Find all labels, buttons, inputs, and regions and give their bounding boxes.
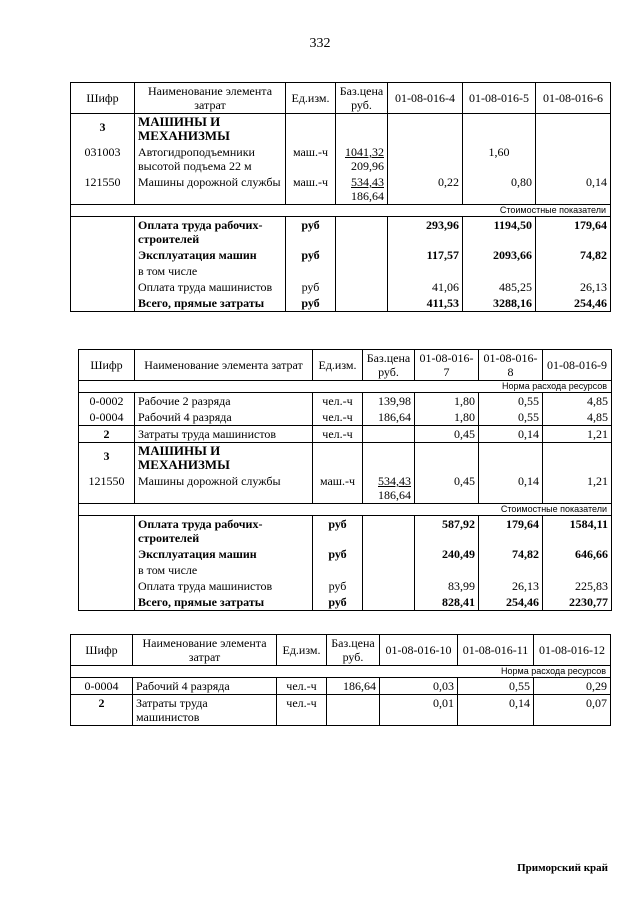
section-code: 3 — [71, 114, 135, 145]
row-code: 121550 — [79, 473, 135, 504]
cost-value: 83,99 — [415, 578, 479, 594]
header-cell: Шифр — [71, 635, 133, 666]
table-row — [71, 174, 611, 205]
row-value: 4,85 — [543, 393, 612, 410]
row-name: Рабочие 2 разряда — [135, 393, 313, 410]
row-value: 0,01 — [380, 695, 458, 726]
cost-value: 74,82 — [479, 546, 543, 562]
row-value: 0,14 — [536, 174, 611, 205]
cost-name: в том числе — [135, 263, 286, 279]
band-row — [79, 504, 612, 516]
header-cell: 01-08-016-8 — [479, 350, 543, 381]
cost-name: Оплата труда машинистов — [135, 279, 286, 295]
row-value — [388, 144, 463, 174]
cost-row — [79, 594, 612, 611]
cost-row — [79, 578, 612, 594]
section-title: МАШИНЫ И МЕХАНИЗМЫ — [135, 114, 286, 145]
cost-unit: руб — [286, 247, 336, 263]
row-name: Автогидроподъемники высотой подъема 22 м — [135, 144, 286, 174]
cost-unit: руб — [286, 217, 336, 248]
table-row — [79, 473, 612, 504]
band-row — [79, 381, 612, 393]
row-code: 121550 — [71, 174, 135, 205]
section-row — [79, 443, 612, 474]
band-row — [71, 666, 611, 678]
cost-value: 41,06 — [388, 279, 463, 295]
cost-value: 646,66 — [543, 546, 612, 562]
header-cell: 01-08-016-10 — [380, 635, 458, 666]
header-cell: 01-08-016-11 — [458, 635, 534, 666]
table-row — [71, 695, 611, 726]
row-name: Рабочий 4 разряда — [135, 409, 313, 426]
header-cell: Наименование элемента затрат — [135, 350, 313, 381]
cost-row — [79, 516, 612, 547]
cost-name: Всего, прямые затраты — [135, 295, 286, 312]
band-label: Стоимостные показатели — [79, 504, 612, 516]
cost-value: 225,83 — [543, 578, 612, 594]
cost-value: 26,13 — [479, 578, 543, 594]
cost-value: 74,82 — [536, 247, 611, 263]
row-value: 1,80 — [415, 393, 479, 410]
header-cell: Баз.цена руб. — [363, 350, 415, 381]
cost-value: 1194,50 — [463, 217, 536, 248]
row-price: 534,43 — [378, 474, 411, 488]
row-value: 1,60 — [463, 144, 536, 174]
cost-unit: руб — [313, 594, 363, 611]
header-cell: 01-08-016-12 — [534, 635, 611, 666]
cost-value: 411,53 — [388, 295, 463, 312]
row-value: 0,22 — [388, 174, 463, 205]
header-cell: 01-08-016-6 — [536, 83, 611, 114]
row-code: 0-0002 — [79, 393, 135, 410]
band-row — [71, 205, 611, 217]
header-cell: Ед.изм. — [277, 635, 327, 666]
cost-name: Эксплуатация машин — [135, 247, 286, 263]
row-code: 2 — [79, 426, 135, 443]
section-code: 3 — [79, 443, 135, 474]
row-price — [363, 426, 415, 443]
table-header — [71, 83, 611, 114]
row-name: Рабочий 4 разряда — [133, 678, 277, 695]
row-name: Машины дорожной службы — [135, 174, 286, 205]
header-cell: 01-08-016-4 — [388, 83, 463, 114]
row-value: 0,55 — [458, 678, 534, 695]
cost-unit: руб — [286, 295, 336, 312]
cost-unit: руб — [313, 516, 363, 547]
cost-value: 117,57 — [388, 247, 463, 263]
band-label: Стоимостные показатели — [71, 205, 611, 217]
row-value: 0,45 — [415, 426, 479, 443]
cost-name: Оплата труда рабочих-строителей — [135, 217, 286, 248]
resource-table-2 — [78, 349, 612, 611]
table-row — [71, 678, 611, 695]
table-row — [71, 144, 611, 174]
row-price: 186,64 — [327, 678, 380, 695]
cost-name: Оплата труда рабочих-строителей — [135, 516, 313, 547]
cost-unit: руб — [313, 578, 363, 594]
header-cell: Баз.цена руб. — [327, 635, 380, 666]
cost-value: 587,92 — [415, 516, 479, 547]
band-label: Норма расхода ресурсов — [79, 381, 612, 393]
cost-value: 828,41 — [415, 594, 479, 611]
cost-unit: руб — [286, 279, 336, 295]
row-value: 0,55 — [479, 409, 543, 426]
page-number: 332 — [309, 36, 331, 51]
table-row — [79, 426, 612, 443]
row-value: 0,80 — [463, 174, 536, 205]
row-price-secondary: 209,96 — [351, 159, 384, 173]
cost-row — [71, 295, 611, 312]
cost-row — [71, 217, 611, 248]
row-value: 0,14 — [479, 426, 543, 443]
cost-name: Эксплуатация машин — [135, 546, 313, 562]
header-cell: Шифр — [71, 83, 135, 114]
row-unit: чел.-ч — [313, 426, 363, 443]
table-row — [79, 393, 612, 410]
row-price: 139,98 — [363, 393, 415, 410]
cost-value: 179,64 — [536, 217, 611, 248]
cost-row — [79, 546, 612, 562]
cost-value: 485,25 — [463, 279, 536, 295]
table-header — [71, 635, 611, 666]
row-name: Затраты труда машинистов — [133, 695, 277, 726]
cost-row — [71, 247, 611, 263]
row-name: Затраты труда машинистов — [135, 426, 313, 443]
cost-value: 254,46 — [479, 594, 543, 611]
header-cell: 01-08-016-9 — [543, 350, 612, 381]
row-price: 1041,32 — [345, 145, 384, 159]
header-cell: Баз.цена руб. — [336, 83, 388, 114]
row-unit: маш.-ч — [286, 174, 336, 205]
header-cell: 01-08-016-7 — [415, 350, 479, 381]
region-footer: Приморский край — [517, 862, 608, 874]
row-price-secondary: 186,64 — [378, 488, 411, 502]
section-row — [71, 114, 611, 145]
row-value: 0,45 — [415, 473, 479, 504]
row-code: 0-0004 — [71, 678, 133, 695]
row-name: Машины дорожной службы — [135, 473, 313, 504]
cost-name: Всего, прямые затраты — [135, 594, 313, 611]
row-unit: чел.-ч — [313, 409, 363, 426]
row-value: 0,29 — [534, 678, 611, 695]
row-price — [327, 695, 380, 726]
row-price: 186,64 — [363, 409, 415, 426]
cost-value: 254,46 — [536, 295, 611, 312]
cost-unit: руб — [313, 546, 363, 562]
cost-value: 3288,16 — [463, 295, 536, 312]
cost-row — [71, 263, 611, 279]
row-code: 031003 — [71, 144, 135, 174]
cost-value: 1584,11 — [543, 516, 612, 547]
row-value: 1,80 — [415, 409, 479, 426]
row-price: 534,43 — [351, 175, 384, 189]
resource-table-1 — [70, 82, 611, 312]
header-cell: Ед.изм. — [313, 350, 363, 381]
section-title: МАШИНЫ И МЕХАНИЗМЫ — [135, 443, 313, 474]
cost-value: 2093,66 — [463, 247, 536, 263]
header-cell: Наименование элемента затрат — [133, 635, 277, 666]
header-cell: 01-08-016-5 — [463, 83, 536, 114]
row-unit: чел.-ч — [277, 695, 327, 726]
row-value: 0,14 — [479, 473, 543, 504]
cost-value: 2230,77 — [543, 594, 612, 611]
row-unit: чел.-ч — [277, 678, 327, 695]
row-code: 0-0004 — [79, 409, 135, 426]
row-unit: чел.-ч — [313, 393, 363, 410]
cost-value: 293,96 — [388, 217, 463, 248]
row-value: 1,21 — [543, 473, 612, 504]
row-unit: маш.-ч — [313, 473, 363, 504]
row-value: 0,03 — [380, 678, 458, 695]
header-cell: Ед.изм. — [286, 83, 336, 114]
header-cell: Шифр — [79, 350, 135, 381]
row-code: 2 — [71, 695, 133, 726]
row-value: 1,21 — [543, 426, 612, 443]
row-value: 0,14 — [458, 695, 534, 726]
header-cell: Наименование элемента затрат — [135, 83, 286, 114]
cost-value: 26,13 — [536, 279, 611, 295]
row-unit: маш.-ч — [286, 144, 336, 174]
row-price-secondary: 186,64 — [351, 189, 384, 203]
row-value: 4,85 — [543, 409, 612, 426]
cost-value: 240,49 — [415, 546, 479, 562]
table-row — [79, 409, 612, 426]
cost-row — [71, 279, 611, 295]
resource-table-3 — [70, 634, 611, 726]
band-label: Норма расхода ресурсов — [71, 666, 611, 678]
row-value — [536, 144, 611, 174]
table-header — [79, 350, 612, 381]
row-value: 0,07 — [534, 695, 611, 726]
cost-value: 179,64 — [479, 516, 543, 547]
cost-row — [79, 562, 612, 578]
cost-name: в том числе — [135, 562, 313, 578]
cost-name: Оплата труда машинистов — [135, 578, 313, 594]
row-value: 0,55 — [479, 393, 543, 410]
